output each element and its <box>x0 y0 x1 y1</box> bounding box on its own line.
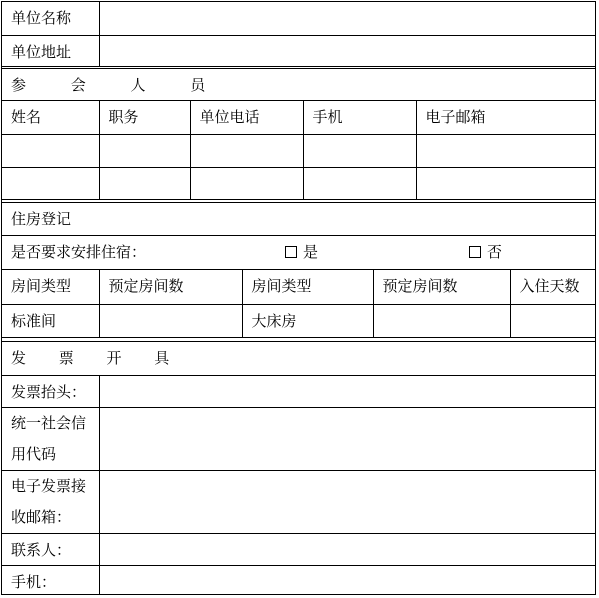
invoice-email-label: 电子发票接收邮箱： <box>2 471 99 534</box>
attendee-header-email: 电子邮箱 <box>416 101 595 135</box>
contact-label: 联系人： <box>2 534 99 566</box>
housing-yes-option[interactable] <box>285 241 318 262</box>
attendees-section-title: 参 会 人 员 <box>2 69 595 101</box>
room-count-header-1: 预定房间数 <box>99 270 242 305</box>
unit-address-label: 单位地址 <box>2 35 99 66</box>
room-type-standard: 标准间 <box>2 305 99 338</box>
attendee-row <box>2 168 595 200</box>
housing-section <box>2 202 595 338</box>
checkbox-icon[interactable] <box>469 246 481 258</box>
attendee-header-name: 姓名 <box>2 101 99 135</box>
attendee-row <box>2 135 595 168</box>
attendee-header-mobile: 手机 <box>303 101 416 135</box>
room-type-header-1: 房间类型 <box>2 270 99 305</box>
registration-form <box>1 1 596 595</box>
invoice-email-field[interactable] <box>99 471 595 534</box>
standard-room-count-field[interactable] <box>99 305 242 338</box>
king-room-count-field[interactable] <box>373 305 510 338</box>
attendee-office-phone-field[interactable] <box>190 168 303 200</box>
phone-field[interactable] <box>99 566 595 595</box>
housing-no-label: 否 <box>487 243 503 261</box>
housing-no-option[interactable] <box>469 241 502 262</box>
attendee-mobile-field[interactable] <box>303 168 416 200</box>
unit-name-field[interactable] <box>99 2 595 35</box>
attendee-mobile-field[interactable] <box>303 135 416 168</box>
unit-address-field[interactable] <box>99 35 595 66</box>
invoice-section-title: 发 票 开 具 <box>2 342 595 376</box>
checkbox-icon[interactable] <box>285 246 297 258</box>
housing-question-row <box>2 236 595 270</box>
attendee-header-position: 职务 <box>99 101 190 135</box>
attendees-section <box>2 68 595 200</box>
credit-code-field[interactable] <box>99 408 595 471</box>
unit-name-label: 单位名称 <box>2 2 99 35</box>
room-type-king: 大床房 <box>242 305 373 338</box>
housing-section-title: 住房登记 <box>2 203 595 236</box>
attendee-office-phone-field[interactable] <box>190 135 303 168</box>
stay-days-header: 入住天数 <box>510 270 595 305</box>
attendee-header-office-phone: 单位电话 <box>190 101 303 135</box>
attendee-name-field[interactable] <box>2 135 99 168</box>
room-type-header-2: 房间类型 <box>242 270 373 305</box>
credit-code-label: 统一社会信用代码 <box>2 408 99 471</box>
stay-days-field[interactable] <box>510 305 595 338</box>
housing-yes-label: 是 <box>303 243 319 261</box>
attendee-email-field[interactable] <box>416 135 595 168</box>
phone-label: 手机： <box>2 566 99 595</box>
invoice-section <box>2 341 595 595</box>
housing-question-label: 是否要求安排住宿： <box>11 243 147 261</box>
attendee-position-field[interactable] <box>99 135 190 168</box>
attendee-name-field[interactable] <box>2 168 99 200</box>
invoice-title-label: 发票抬头： <box>2 376 99 408</box>
attendee-email-field[interactable] <box>416 168 595 200</box>
room-count-header-2: 预定房间数 <box>373 270 510 305</box>
invoice-title-field[interactable] <box>99 376 595 408</box>
unit-info-section <box>2 2 595 67</box>
attendee-position-field[interactable] <box>99 168 190 200</box>
contact-field[interactable] <box>99 534 595 566</box>
